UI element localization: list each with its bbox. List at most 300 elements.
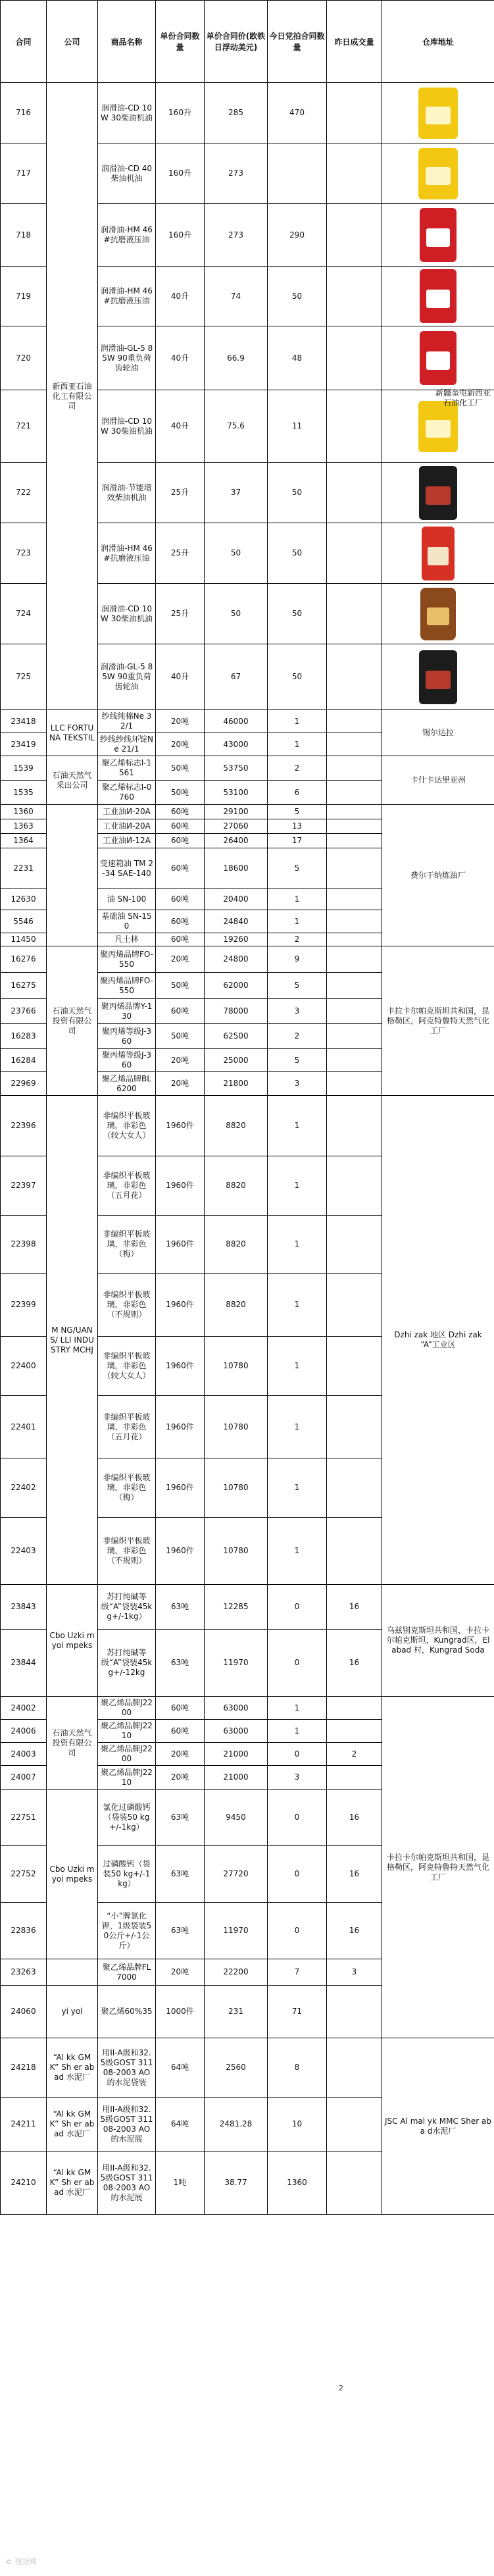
table-row — [1, 946, 494, 973]
quantity-cell: 50吨 — [156, 781, 205, 805]
price-cell: 9450 — [205, 1790, 268, 1846]
company-cell: “Al kk GMK” Sh er abad 水泥厂 — [47, 2038, 98, 2098]
product-cell: 润滑油-GL-5 85W 90重负荷齿轮油 — [98, 326, 156, 390]
price-cell: 62000 — [205, 973, 268, 999]
product-cell: 非编织平板玻璃，非彩色（梅） — [98, 1458, 156, 1518]
red-drum-icon — [420, 331, 457, 385]
quantity-cell: 60吨 — [156, 933, 205, 946]
contract-cell: 22397 — [1, 1156, 47, 1216]
red-drum-icon — [420, 208, 457, 262]
yesterday-cell — [327, 1156, 382, 1216]
quantity-cell: 20吨 — [156, 1072, 205, 1096]
today-cell: 1 — [268, 1458, 327, 1518]
contract-cell: 719 — [1, 267, 47, 326]
price-cell: 21000 — [205, 1766, 268, 1790]
extra-mark: 2 — [339, 2384, 343, 2392]
contract-cell: 23263 — [1, 1959, 47, 1986]
yellow-drum-icon — [418, 401, 458, 452]
product-cell: 聚乙烯标志I-0760 — [98, 781, 156, 805]
today-cell: 10 — [268, 2098, 327, 2151]
quantity-cell: 1960件 — [156, 1274, 205, 1337]
yesterday-cell — [327, 1337, 382, 1396]
contract-cell: 720 — [1, 326, 47, 390]
quantity-cell: 63吨 — [156, 1585, 205, 1630]
contract-cell: 23843 — [1, 1585, 47, 1630]
company-cell: M NG/UAN S/ LLI INDUSTRY MCHJ — [47, 1096, 98, 1585]
contract-cell: 723 — [1, 523, 47, 584]
quantity-cell: 64吨 — [156, 2038, 205, 2098]
quantity-cell: 1吨 — [156, 2151, 205, 2215]
contract-cell: 11450 — [1, 933, 47, 946]
today-cell: 0 — [268, 1903, 327, 1959]
product-image-cell — [382, 267, 494, 326]
product-image-cell — [382, 204, 494, 267]
product-cell: 聚乙烯品牌BL6200 — [98, 1072, 156, 1096]
company-cell: Cbo Uzki myoi mpeks — [47, 1585, 98, 1697]
today-cell: 5 — [268, 805, 327, 819]
product-cell: 非编织平板玻璃，非彩色（梅） — [98, 1216, 156, 1274]
yesterday-cell: 3 — [327, 1959, 382, 1986]
today-cell: 1360 — [268, 2151, 327, 2215]
black-jug-icon — [419, 650, 457, 704]
product-cell: 润滑油-HM 46#抗磨液压油 — [98, 267, 156, 326]
yesterday-cell — [327, 848, 382, 889]
product-cell: 工业油И-12А — [98, 834, 156, 848]
price-cell: 37 — [205, 463, 268, 523]
price-cell: 10780 — [205, 1458, 268, 1518]
contract-cell: 724 — [1, 584, 47, 644]
yesterday-cell — [327, 933, 382, 946]
price-cell: 21800 — [205, 1072, 268, 1096]
quantity-cell: 60吨 — [156, 999, 205, 1024]
price-cell: 8820 — [205, 1096, 268, 1156]
today-cell: 1 — [268, 1396, 327, 1458]
quantity-cell: 20吨 — [156, 1049, 205, 1072]
product-cell: 聚丙烯品牌FO-550 — [98, 973, 156, 999]
product-cell: 润滑油-HM 46#抗磨液压油 — [98, 204, 156, 267]
product-cell: 润滑油-CD 40柴油机油 — [98, 143, 156, 204]
contract-cell: 22398 — [1, 1216, 47, 1274]
contract-cell: 22396 — [1, 1096, 47, 1156]
yesterday-cell — [327, 1458, 382, 1518]
product-cell: 苏打纯碱等级“A”袋装45kg+/-12kg — [98, 1630, 156, 1697]
table-row — [1, 1585, 494, 1630]
product-cell: 润滑油-CD 10W 30柴油机油 — [98, 390, 156, 463]
product-cell: 聚丙烯等级J-360 — [98, 1024, 156, 1049]
contract-cell: 24007 — [1, 1766, 47, 1790]
today-cell: 1 — [268, 1697, 327, 1720]
price-cell: 11970 — [205, 1903, 268, 1959]
yesterday-cell: 16 — [327, 1585, 382, 1630]
quantity-cell: 1960件 — [156, 1337, 205, 1396]
contract-cell: 22403 — [1, 1518, 47, 1585]
quantity-cell: 40升 — [156, 326, 205, 390]
table-row — [1, 83, 494, 143]
contract-cell: 16276 — [1, 946, 47, 973]
product-cell: 非编织平板玻璃，非彩色（较大女人） — [98, 1096, 156, 1156]
product-cell: 过磷酸钙（袋装50 kg+/-1 kg） — [98, 1846, 156, 1903]
product-cell: “小”牌氯化钾，1级袋装50公斤+/-1公斤） — [98, 1903, 156, 1959]
header-company: 公司 — [47, 1, 98, 83]
today-cell: 1 — [268, 1156, 327, 1216]
contract-cell: 22969 — [1, 1072, 47, 1096]
price-cell: 2481.28 — [205, 2098, 268, 2151]
quantity-cell: 25升 — [156, 463, 205, 523]
product-cell: 油 SN-100 — [98, 889, 156, 910]
contract-cell: 1535 — [1, 781, 47, 805]
warehouse-cell: 卡拉卡尔帕克斯坦共和国，昆格勒区，阿克特鲁特天然气化工厂 — [382, 946, 494, 1096]
price-cell: 50 — [205, 523, 268, 584]
table-row — [1, 710, 494, 733]
price-cell: 43000 — [205, 733, 268, 756]
company-cell: “Al kk GMK” Sh er abad 水泥厂 — [47, 2151, 98, 2215]
yesterday-cell: 16 — [327, 1790, 382, 1846]
yesterday-cell — [327, 910, 382, 933]
contract-cell: 22751 — [1, 1790, 47, 1846]
quantity-cell: 63吨 — [156, 1846, 205, 1903]
quantity-cell: 60吨 — [156, 1720, 205, 1743]
price-cell: 273 — [205, 143, 268, 204]
contract-cell: 1360 — [1, 805, 47, 819]
contract-cell: 24211 — [1, 2098, 47, 2151]
today-cell: 1 — [268, 1337, 327, 1396]
yellow-drum-icon — [418, 88, 458, 139]
today-cell: 71 — [268, 1986, 327, 2038]
today-cell: 50 — [268, 584, 327, 644]
contract-cell: 24006 — [1, 1720, 47, 1743]
product-cell: 变速箱油 TM 2-34 SAE-140 — [98, 848, 156, 889]
product-cell: 聚乙烯品牌J2200 — [98, 1697, 156, 1720]
contract-cell: 2231 — [1, 848, 47, 889]
price-cell: 273 — [205, 204, 268, 267]
product-cell: 非编织平板玻璃，非彩色（五月花） — [98, 1396, 156, 1458]
price-cell: 67 — [205, 644, 268, 710]
today-cell: 2 — [268, 1024, 327, 1049]
today-cell: 0 — [268, 1790, 327, 1846]
quantity-cell: 50吨 — [156, 756, 205, 781]
warehouse-label: 新疆奎屯新西亚石油化工厂 — [435, 388, 491, 407]
quantity-cell: 1960件 — [156, 1396, 205, 1458]
price-cell: 63000 — [205, 1697, 268, 1720]
product-image-cell — [382, 644, 494, 710]
yesterday-cell — [327, 523, 382, 584]
yellow-drum-icon — [418, 148, 458, 199]
yesterday-cell — [327, 390, 382, 463]
contract-cell: 23418 — [1, 710, 47, 733]
company-cell — [47, 1959, 98, 1986]
product-cell: 非编织平板玻璃，非彩色（不规则） — [98, 1274, 156, 1337]
contract-cell: 16284 — [1, 1049, 47, 1072]
price-cell: 29100 — [205, 805, 268, 819]
company-cell: 石油天然气采出公司 — [47, 756, 98, 805]
price-cell: 53750 — [205, 756, 268, 781]
yesterday-cell — [327, 463, 382, 523]
today-cell: 13 — [268, 819, 327, 834]
warehouse-cell: 卡拉卡尔帕克斯坦共和国，昆格勒区，阿克特鲁特天然气化工厂 — [382, 1697, 494, 2038]
red-drum-icon — [420, 269, 457, 323]
quantity-cell: 60吨 — [156, 834, 205, 848]
product-cell: 聚乙烯品牌FL7000 — [98, 1959, 156, 1986]
price-cell: 231 — [205, 1986, 268, 2038]
yesterday-cell — [327, 1049, 382, 1072]
price-cell: 50 — [205, 584, 268, 644]
today-cell: 1 — [268, 1518, 327, 1585]
contract-cell: 718 — [1, 204, 47, 267]
quantity-cell: 60吨 — [156, 848, 205, 889]
price-cell: 12285 — [205, 1585, 268, 1630]
today-cell: 1 — [268, 910, 327, 933]
yesterday-cell — [327, 1274, 382, 1337]
contract-cell: 1539 — [1, 756, 47, 781]
yesterday-cell — [327, 973, 382, 999]
yesterday-cell — [327, 326, 382, 390]
yesterday-cell — [327, 83, 382, 143]
today-cell: 11 — [268, 390, 327, 463]
today-cell: 50 — [268, 644, 327, 710]
price-cell: 8820 — [205, 1216, 268, 1274]
yesterday-cell — [327, 2151, 382, 2215]
yesterday-cell — [327, 946, 382, 973]
quantity-cell: 20吨 — [156, 946, 205, 973]
today-cell: 17 — [268, 834, 327, 848]
price-cell: 62500 — [205, 1024, 268, 1049]
yesterday-cell — [327, 834, 382, 848]
header-contract: 合同 — [1, 1, 47, 83]
product-cell: 聚乙烯品牌J2210 — [98, 1720, 156, 1743]
yesterday-cell — [327, 1096, 382, 1156]
yesterday-cell — [327, 710, 382, 733]
yesterday-cell — [327, 819, 382, 834]
price-cell: 2560 — [205, 2038, 268, 2098]
today-cell: 2 — [268, 756, 327, 781]
warehouse-cell: 乌兹别克斯坦共和国，卡拉卡尔帕克斯坦，Kungrad区，El abad 村，Kungrad Soda — [382, 1585, 494, 1697]
quantity-cell: 63吨 — [156, 1790, 205, 1846]
header-product: 商品名称 — [98, 1, 156, 83]
today-cell: 3 — [268, 999, 327, 1024]
yesterday-cell — [327, 1518, 382, 1585]
today-cell: 470 — [268, 83, 327, 143]
price-cell: 66.9 — [205, 326, 268, 390]
yesterday-cell — [327, 1986, 382, 2038]
quantity-cell: 60吨 — [156, 889, 205, 910]
price-cell: 8820 — [205, 1274, 268, 1337]
yesterday-cell — [327, 2038, 382, 2098]
product-cell: 凡士林 — [98, 933, 156, 946]
today-cell: 1 — [268, 1274, 327, 1337]
product-image-cell — [382, 463, 494, 523]
price-cell: 22200 — [205, 1959, 268, 1986]
yesterday-cell — [327, 1396, 382, 1458]
today-cell: 6 — [268, 781, 327, 805]
product-cell: 用II-A级和32.5级GOST 31108-2003 AO的水泥袋装 — [98, 2038, 156, 2098]
product-cell: 非编织平板玻璃，非彩色（较大女人） — [98, 1337, 156, 1396]
product-cell: 基础油 SN-150 — [98, 910, 156, 933]
table-row — [1, 805, 494, 819]
today-cell: 9 — [268, 946, 327, 973]
contract-cell: 24060 — [1, 1986, 47, 2038]
yesterday-cell: 2 — [327, 1743, 382, 1766]
contract-cell: 12630 — [1, 889, 47, 910]
today-cell: 50 — [268, 523, 327, 584]
product-cell: 纱线纯棉Ne 32/1 — [98, 710, 156, 733]
table-row — [1, 2038, 494, 2098]
quantity-cell: 160升 — [156, 143, 205, 204]
price-cell: 78000 — [205, 999, 268, 1024]
yesterday-cell: 16 — [327, 1630, 382, 1697]
today-cell: 50 — [268, 463, 327, 523]
quantity-cell: 40升 — [156, 644, 205, 710]
quantity-cell: 60吨 — [156, 910, 205, 933]
contract-cell: 22402 — [1, 1458, 47, 1518]
header-quantity: 单份合同数量 — [156, 1, 205, 83]
today-cell: 2 — [268, 933, 327, 946]
contract-cell: 23844 — [1, 1630, 47, 1697]
quantity-cell: 1960件 — [156, 1458, 205, 1518]
product-cell: 用II-A级和32.5级GOST 31108-2003 AO的水泥展 — [98, 2098, 156, 2151]
yesterday-cell — [327, 1024, 382, 1049]
today-cell: 50 — [268, 267, 327, 326]
company-cell: Cbo Uzki myoi mpeks — [47, 1790, 98, 1959]
price-cell: 10780 — [205, 1396, 268, 1458]
yesterday-cell — [327, 1697, 382, 1720]
company-cell: “Al kk GMK” Sh er abad 水泥厂 — [47, 2098, 98, 2151]
contract-cell: 24002 — [1, 1697, 47, 1720]
yesterday-cell — [327, 733, 382, 756]
yesterday-cell — [327, 2098, 382, 2151]
company-cell: yi yol — [47, 1986, 98, 2038]
today-cell: 7 — [268, 1959, 327, 1986]
price-cell: 24840 — [205, 910, 268, 933]
price-cell: 18600 — [205, 848, 268, 889]
company-cell — [47, 805, 98, 946]
product-cell: 聚乙烯60%35 — [98, 1986, 156, 2038]
amber-jug-icon — [420, 588, 456, 640]
contract-cell: 24210 — [1, 2151, 47, 2215]
product-cell: 聚乙烯品牌J2200 — [98, 1743, 156, 1766]
table-row — [1, 1096, 494, 1156]
today-cell: 48 — [268, 326, 327, 390]
product-cell: 非编织平板玻璃，非彩色（五月花） — [98, 1156, 156, 1216]
yesterday-cell — [327, 1720, 382, 1743]
today-cell — [268, 143, 327, 204]
quantity-cell: 50吨 — [156, 973, 205, 999]
table-row — [1, 1697, 494, 1720]
header-price: 单价合同价(欧铁日浮动美元) — [205, 1, 268, 83]
yesterday-cell — [327, 781, 382, 805]
today-cell: 1 — [268, 710, 327, 733]
quantity-cell: 1000件 — [156, 1986, 205, 2038]
table-row — [1, 756, 494, 781]
quantity-cell: 1960件 — [156, 1518, 205, 1585]
contract-cell: 717 — [1, 143, 47, 204]
quantity-cell: 20吨 — [156, 1743, 205, 1766]
product-cell: 氯化过磷酸钙（袋装50 kg+/-1kg） — [98, 1790, 156, 1846]
red-jug-icon — [422, 527, 455, 580]
product-cell: 润滑油-GL-5 85W 90重负荷齿轮油 — [98, 644, 156, 710]
price-cell: 8820 — [205, 1156, 268, 1216]
yesterday-cell: 16 — [327, 1846, 382, 1903]
product-image-cell — [382, 326, 494, 390]
price-cell: 63000 — [205, 1720, 268, 1743]
contract-cell: 1363 — [1, 819, 47, 834]
yesterday-cell — [327, 1216, 382, 1274]
today-cell: 1 — [268, 733, 327, 756]
contract-cell: 22401 — [1, 1396, 47, 1458]
contract-cell: 725 — [1, 644, 47, 710]
product-cell: 聚丙烯品牌FO-550 — [98, 946, 156, 973]
product-image-cell — [382, 143, 494, 204]
black-jug-icon — [419, 466, 457, 520]
quantity-cell: 60吨 — [156, 805, 205, 819]
product-image-cell — [382, 523, 494, 584]
product-cell: 聚丙烯等级J-360 — [98, 1049, 156, 1072]
quantity-cell: 25升 — [156, 523, 205, 584]
price-cell: 27060 — [205, 819, 268, 834]
today-cell: 8 — [268, 2038, 327, 2098]
product-image-cell — [382, 83, 494, 143]
company-cell: 石油天然气投资有限公司 — [47, 946, 98, 1096]
quantity-cell: 64吨 — [156, 2098, 205, 2151]
quantity-cell: 60吨 — [156, 819, 205, 834]
product-cell: 用II-A级和32.5级GOST 31108-2003 AO的水泥展 — [98, 2151, 156, 2215]
quantity-cell: 20吨 — [156, 733, 205, 756]
today-cell: 0 — [268, 1585, 327, 1630]
today-cell: 1 — [268, 1096, 327, 1156]
price-cell: 25000 — [205, 1049, 268, 1072]
contract-cell: 721 — [1, 390, 47, 463]
product-cell: 聚乙烯标志I-1561 — [98, 756, 156, 781]
yesterday-cell — [327, 267, 382, 326]
quantity-cell: 63吨 — [156, 1903, 205, 1959]
price-cell: 38.77 — [205, 2151, 268, 2215]
price-cell: 27720 — [205, 1846, 268, 1903]
today-cell: 0 — [268, 1846, 327, 1903]
quantity-cell: 60吨 — [156, 1697, 205, 1720]
today-cell: 3 — [268, 1766, 327, 1790]
price-cell: 24800 — [205, 946, 268, 973]
today-cell: 1 — [268, 1720, 327, 1743]
company-cell: 石油天然气投资有限公司 — [47, 1697, 98, 1790]
price-cell: 26400 — [205, 834, 268, 848]
quantity-cell: 50吨 — [156, 1024, 205, 1049]
quantity-cell: 40升 — [156, 390, 205, 463]
product-image-cell — [382, 584, 494, 644]
product-cell: 非编织平板玻璃，非彩色（不规则） — [98, 1518, 156, 1585]
yesterday-cell — [327, 644, 382, 710]
quantity-cell: 25升 — [156, 584, 205, 644]
today-cell: 0 — [268, 1743, 327, 1766]
product-cell: 聚乙烯品牌J2210 — [98, 1766, 156, 1790]
product-cell: 苏打纯碱等级“A”袋装45kg+/-1kg） — [98, 1585, 156, 1630]
contract-cell: 22399 — [1, 1274, 47, 1337]
quantity-cell: 40升 — [156, 267, 205, 326]
price-cell: 19260 — [205, 933, 268, 946]
price-cell: 285 — [205, 83, 268, 143]
price-cell: 74 — [205, 267, 268, 326]
product-cell: 工业油И-20А — [98, 819, 156, 834]
table-header-row — [1, 1, 494, 83]
contract-cell: 5546 — [1, 910, 47, 933]
quantity-cell: 20吨 — [156, 710, 205, 733]
header-today: 今日党拍合同数量 — [268, 1, 327, 83]
contract-cell: 22752 — [1, 1846, 47, 1903]
price-cell: 21000 — [205, 1743, 268, 1766]
warehouse-cell: Dzhi zak 地区 Dzhi zak “A”工业区 — [382, 1096, 494, 1585]
contract-cell: 22836 — [1, 1903, 47, 1959]
contract-cell: 24218 — [1, 2038, 47, 2098]
price-cell: 11970 — [205, 1630, 268, 1697]
quantity-cell: 160升 — [156, 83, 205, 143]
